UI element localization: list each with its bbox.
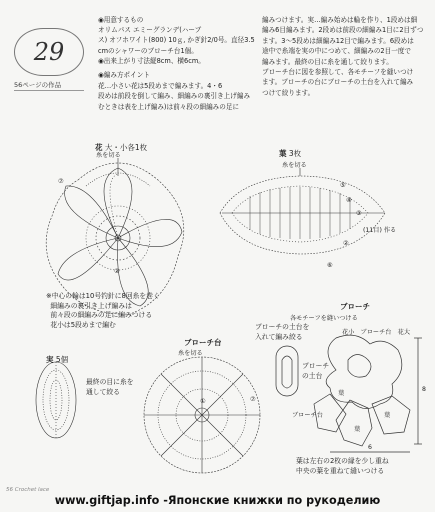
brooch-assembly xyxy=(276,335,422,452)
ref-page-label: 56ページの作品 xyxy=(14,81,62,89)
size-body: 縦8cm、横6cm。 xyxy=(150,57,205,65)
leaf-row-3: ③ xyxy=(356,210,362,217)
berry-title xyxy=(46,354,68,365)
size-title: ◉出来上がり寸法 xyxy=(98,57,150,65)
leaf-cut-label: 糸を切る xyxy=(282,162,307,169)
leaf-row-2: ② xyxy=(343,240,349,247)
brooch-base-row-7: ⑦ xyxy=(250,396,256,403)
points-right: 編みつけます。実…編み始めは輪を作り、1段めは細 編み6目編みます。2段めは前段の細編み1目に2目ずつ ます。3〜5段めは細編み12目で編みます。6段めは 途中で糸端を実の中につめて、細編みの2目一度で 編みます。最終の目に糸を通して絞ります。 ブローチ台に図を参照して、各モチーフを縫いつけ ます。ブローチの台にブローチの土台を入れて編み つけて絞ります。 xyxy=(262,16,424,97)
berry-subtitle: 5個 xyxy=(55,355,69,364)
brooch-sew-label: 各モチーフを縫いつける xyxy=(290,315,358,322)
brooch-base-diagram xyxy=(144,357,260,473)
brooch-base1-label: ブローチ の土台 xyxy=(302,362,330,380)
leaf-title xyxy=(279,148,301,159)
brooch-title-text: ブローチ xyxy=(340,302,370,311)
row-mark-7: ⑦ xyxy=(58,178,64,185)
leaf-row-4: ④ xyxy=(346,197,352,204)
brooch-base-row-1: ① xyxy=(200,398,206,405)
leaf-make-label: (11目) 作る xyxy=(363,227,397,234)
points-title: ◉編み方ポイント xyxy=(98,71,150,79)
flower-subtitle: 大・小各1枚 xyxy=(104,143,148,152)
brooch-base-title-text: ブローチ台 xyxy=(184,338,222,347)
materials-title: ◉用意するもの xyxy=(98,16,144,24)
brooch-leaf-label-2: 葉 xyxy=(384,412,391,419)
brooch-leaf-label-1: 葉 xyxy=(338,390,345,397)
brooch-base-cut-label: 糸を切る xyxy=(178,350,203,357)
site-footer: www.giftjap.info -Японские книжки по рукоделию xyxy=(54,494,381,507)
berry-title-text: 実 xyxy=(46,355,54,364)
brooch-base-title xyxy=(184,337,222,348)
page-number: 29 xyxy=(14,28,84,76)
brooch-leaf-label-3: 葉 xyxy=(354,426,361,433)
flower-note: ※中心の輪は10号钓針に8回糸を巻く 細編みの裏引き上げ編みは 前々段の細編みの足に編みつける 花小は5段めまで編む xyxy=(46,292,160,329)
row-mark-2: ② xyxy=(114,268,120,275)
leaf-title-text: 葉 xyxy=(279,149,287,158)
flower-diagram xyxy=(46,158,184,314)
berry-diagram xyxy=(36,362,76,438)
flower-start-label: 糸を切る xyxy=(96,152,121,159)
brooch-title xyxy=(340,301,370,312)
leaf-subtitle: 3枚 xyxy=(288,149,302,158)
brooch-note: 葉は左右の2枚の縁を少し重ね 中央の葉を重ねて縫いつける xyxy=(296,457,389,475)
points-left: 花…小さい花は5段めまで編みます。4・6 段めは前段を倒して編み、細編みの裏引き上げ編み むときは表を上げ編み)は前々段の細編みの足に xyxy=(98,82,251,111)
brooch-height-dim: 8 xyxy=(422,386,426,393)
leaf-row-5: ⑤ xyxy=(340,182,346,189)
materials-body: オリムパス エミーグランデ(ハーブ ス) オフホワイト(800) 10ｇ, かぎ針2/0号。直径3.5 cmのシャワーのブローチ台1個。 xyxy=(98,26,255,55)
flower-title-text: 花 xyxy=(95,143,103,152)
brooch-frame-label: ブローチの土台を 入れて編み絞る xyxy=(255,323,310,341)
brooch-flowers-label: 花小 ブローチ台 花大 xyxy=(342,329,411,336)
leaf-row-6: ⑥ xyxy=(327,262,333,269)
brooch-width-dim: 6 xyxy=(368,444,372,451)
page-footer-label: 56 Crochet lace xyxy=(6,487,50,493)
berry-note: 最終の目に糸を 通して絞る xyxy=(86,378,134,396)
brooch-base2-label: ブローチ台 xyxy=(292,412,323,419)
